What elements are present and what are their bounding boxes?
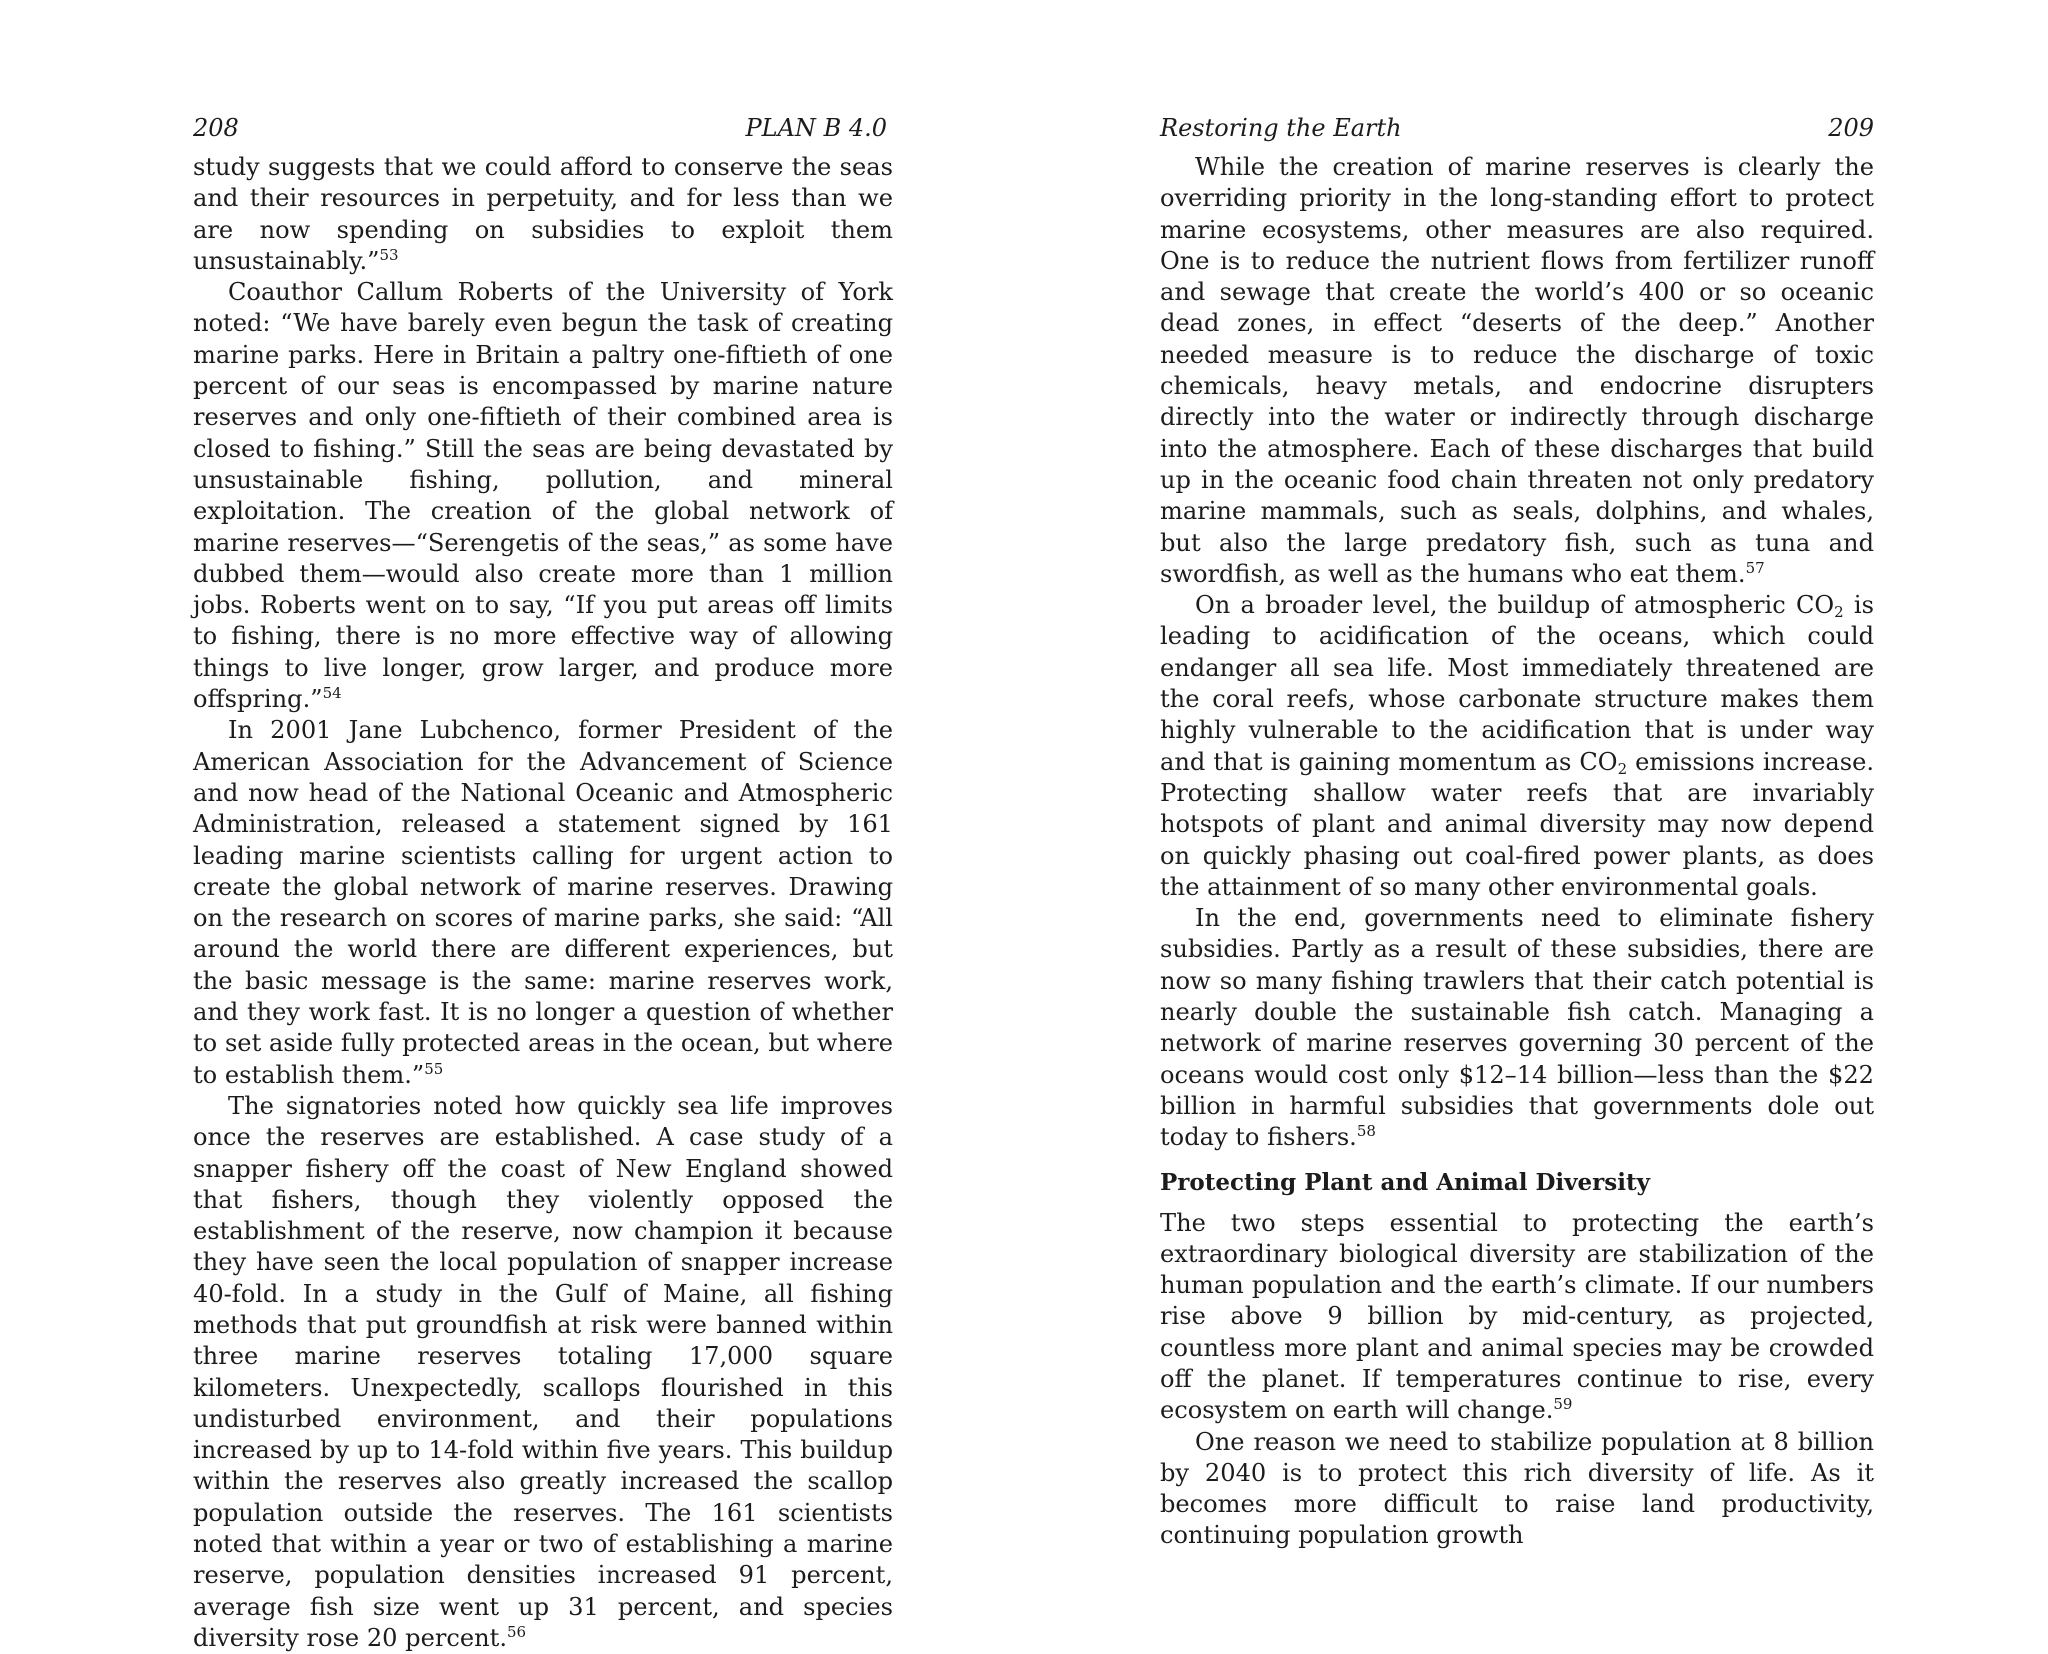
footnote-ref: 56 — [506, 1622, 527, 1641]
left-page — [193, 110, 893, 1654]
paragraph: The signatories noted how quickly sea life improves once the reserves are established. A case study of a snapper fishery off the coast of New England showed that fishers, though they violently opposed the establishment of the reserve, now champion it because they have seen the local population of snapper increase 40-fold. In a study in the Gulf of Maine, all fishing methods that put groundfish at risk were banned within three marine reserves totaling 17,000 square kilometers. Unexpectedly, scallops flourished in this undisturbed environment, and their populations increased by up to 14-fold within five years. This buildup within the reserves also greatly increased the scallop population outside the reserves. The 161 scientists noted that within a year or two of establishing a marine reserve, population densities increased 91 percent, average fish size went up 31 percent, and species diversity rose 20 percent.$^{56}$ — [193, 1091, 893, 1652]
right-running-title: Restoring the Earth — [1160, 114, 1402, 142]
paragraph: On a broader level, the buildup of atmospheric $CO_2$ is leading to acidification of the oceans, which could endanger all sea life. Most immediately threatened are the coral reefs, whose carbonate structure makes them highly vulnerable to the acidification that is under way and that is gaining momentum as $CO_2$ emissions increase. Protecting shallow water reefs that are invariably hotspots of plant and animal diversity may now depend on quickly phasing out coal-fired power plants, as does the attainment of so many other environmental goals. — [1160, 591, 1874, 901]
left-running-head — [193, 110, 893, 146]
left-page-number: 208 — [193, 114, 239, 142]
paragraph: study suggests that we could afford to conserve the seas and their resources in perpetuity, and for less than we are now spending on subsidies to exploit them unsustainably.”$^{53}$ — [193, 153, 893, 275]
paragraph: In the end, governments need to eliminate fishery subsidies. Partly as a result of these subsidies, there are now so many fishing trawlers that their catch potential is nearly double the sustainable fish catch. Managing a network of marine reserves governing 30 percent of the oceans would cost only $12–14 billion—less than the $22 billion in harmful subsidies that governments dole out today to fishers.$^{58}$ — [1160, 904, 1874, 1152]
left-body-text — [193, 152, 893, 1654]
paragraph: While the creation of marine reserves is clearly the overriding priority in the long-standing effort to protect marine ecosystems, other measures are also required. One is to reduce the nutrient flows from fertilizer runoff and sewage that create the world’s 400 or so oceanic dead zones, in effect “deserts of the deep.” Another needed measure is to reduce the discharge of toxic chemicals, heavy metals, and endocrine disrupters directly into the water or indirectly through discharge into the atmosphere. Each of these discharges that build up in the oceanic food chain threaten not only predatory marine mammals, such as seals, dolphins, and whales, but also the large predatory fish, such as tuna and swordfish, as well as the humans who eat them.$^{57}$ — [1160, 153, 1874, 588]
right-page — [1160, 110, 1874, 1552]
footnote-ref: 59 — [1553, 1395, 1573, 1414]
footnote-ref: 58 — [1356, 1122, 1376, 1141]
paragraph: The two steps essential to protecting the earth’s extraordinary biological diversity are stabilization of the human population and the earth’s climate. If our numbers rise above 9 billion by mid-century, as projected, countless more plant and animal species may be crowded off the planet. If temperatures continue to rise, every ecosystem on earth will change.$^{59}$ — [1160, 1208, 1874, 1425]
footnote-ref: 57 — [1745, 558, 1765, 577]
section-heading: Protecting Plant and Animal Diversity — [1160, 1168, 1650, 1196]
paragraph: Coauthor Callum Roberts of the University of York noted: “We have barely even begun the task of creating marine parks. Here in Britain a paltry one-fiftieth of one percent of our seas is encompassed by marine nature reserves and only one-fiftieth of their combined area is closed to fishing.” Still the seas are being devastated by unsustainable fishing, pollution, and mineral exploitation. The creation of the global network of marine reserves—“Serengetis of the seas,” as some have dubbed them—would also create more than 1 million jobs. Roberts went on to say, “If you put areas off limits to fishing, there is no more effective way of allowing things to live longer, grow larger, and produce more offspring.”$^{54}$ — [193, 278, 893, 714]
right-body-text — [1160, 152, 1874, 1552]
right-page-number: 209 — [1828, 114, 1874, 142]
paragraph: One reason we need to stabilize population at 8 billion by 2040 is to protect this rich diversity of life. As it becomes more difficult to raise land productivity, continuing population growth — [1160, 1427, 1874, 1550]
subscript: 2 — [1834, 603, 1844, 622]
right-running-head — [1160, 110, 1874, 146]
footnote-ref: 53 — [379, 245, 399, 264]
subscript: 2 — [1617, 759, 1628, 778]
footnote-ref: 55 — [424, 1059, 444, 1078]
footnote-ref: 54 — [322, 684, 342, 703]
left-running-title: PLAN B 4.0 — [745, 114, 887, 142]
paragraph: In 2001 Jane Lubchenco, former President of the American Association for the Advancement of Science and now head of the National Oceanic and Atmospheric Administration, released a statement signed by 161 leading marine scientists calling for urgent action to create the global network of marine reserves. Drawing on the research on scores of marine parks, she said: “All around the world there are different experiences, but the basic message is the same: marine reserves work, and they work fast. It is no longer a question of whether to set aside fully protected areas in the ocean, but where to establish them.”$^{55}$ — [193, 716, 893, 1089]
